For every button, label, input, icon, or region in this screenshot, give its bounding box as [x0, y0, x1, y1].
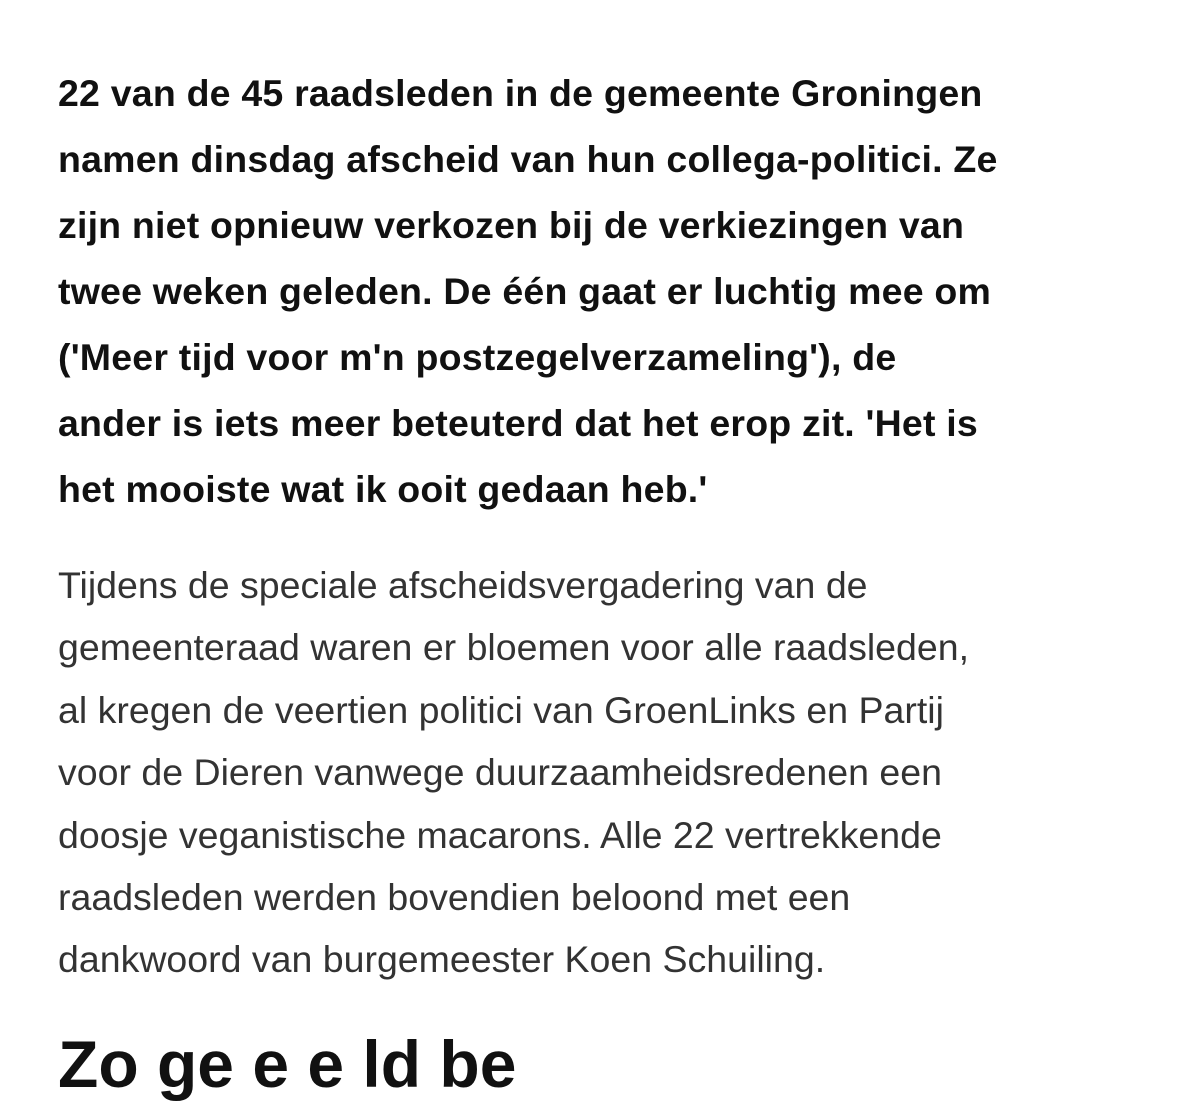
lead-paragraph	[58, 60, 1168, 522]
lead-line: ander is iets meer beteuterd dat het erop zit. 'Het is	[58, 402, 978, 444]
body-line: Tijdens de speciale afscheidsvergadering van de	[58, 564, 868, 606]
body-line: al kregen de veertien politici van GroenLinks en Partij	[58, 688, 944, 731]
lead-line: zijn niet opnieuw verkozen bij de verkiezingen van	[58, 204, 965, 246]
body-line: gemeenteraad waren er bloemen voor alle raadsleden,	[58, 626, 969, 669]
body-line: doosje veganistische macarons. Alle 22 vertrekkende	[58, 813, 942, 856]
body-line: raadsleden werden bovendien beloond met een	[58, 876, 851, 919]
lead-line: ('Meer tijd voor m'n postzegelverzameling'), de	[58, 336, 897, 378]
body-line: voor de Dieren vanwege duurzaamheidsredenen een	[58, 751, 942, 794]
lead-line: namen dinsdag afscheid van hun collega-politici. Ze	[58, 138, 998, 180]
body-line: dankwoord van burgemeester Koen Schuiling.	[58, 938, 826, 981]
lead-line: het mooiste wat ik ooit gedaan heb.'	[58, 468, 708, 510]
lead-line: 22 van de 45 raadsleden in de gemeente Groningen	[58, 72, 983, 114]
lead-line: twee weken geleden. De één gaat er luchtig mee om	[58, 270, 992, 312]
next-section-heading: Zo ge e e ld be	[58, 1027, 517, 1101]
body-paragraph	[58, 554, 1168, 991]
